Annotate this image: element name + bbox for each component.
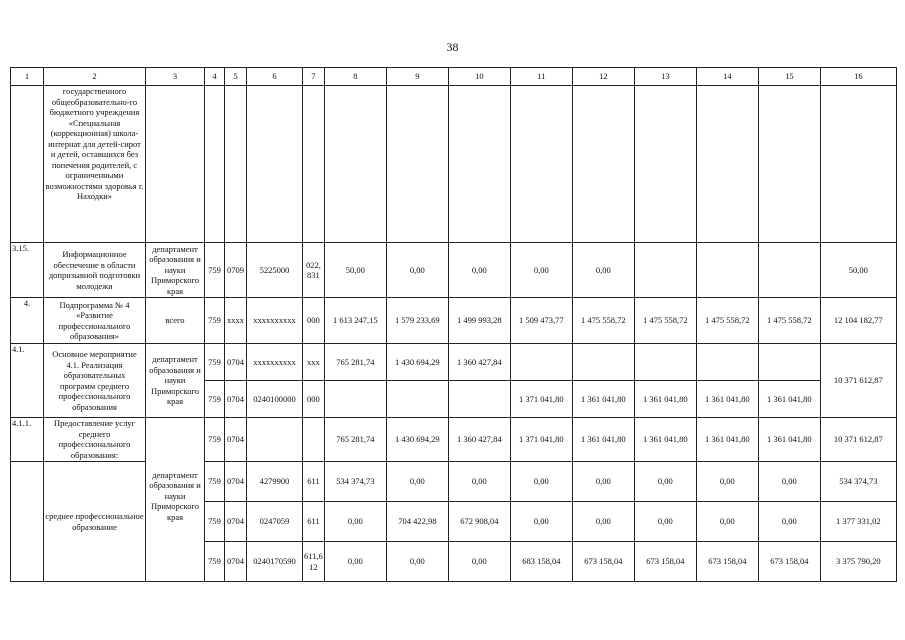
cell: 1 361 041,80	[696, 381, 758, 418]
header-cell: 6	[247, 68, 303, 86]
cell: 1 509 473,77	[510, 298, 572, 344]
cell: 50,00	[820, 243, 896, 298]
cell: 0,00	[448, 243, 510, 298]
cell: 5225000	[247, 243, 303, 298]
header-cell: 5	[225, 68, 247, 86]
cell: 1 361 041,80	[758, 381, 820, 418]
table-row	[11, 243, 897, 298]
cell: 1 475 558,72	[572, 298, 634, 344]
row-name: среднее профессиональное образование	[44, 462, 146, 582]
cell: 673 158,04	[572, 542, 634, 582]
table-row	[11, 344, 897, 381]
cell: 759	[205, 381, 225, 418]
cell: 4279900	[247, 462, 303, 502]
cell: 0704	[225, 462, 247, 502]
cell: 0704	[225, 344, 247, 381]
header-cell: 9	[386, 68, 448, 86]
header-cell: 14	[696, 68, 758, 86]
table-row	[11, 86, 897, 243]
cell: 759	[205, 502, 225, 542]
cell: 0,00	[386, 542, 448, 582]
header-cell: 7	[303, 68, 325, 86]
cell: 611,6 12	[303, 542, 325, 582]
row-name: Предоставление услуг среднего профессионального образования:	[44, 418, 146, 462]
cell: 534 374,73	[324, 462, 386, 502]
cell: 0704	[225, 381, 247, 418]
cell: 1 360 427,84	[448, 344, 510, 381]
cell: 10 371 612,87	[820, 344, 896, 418]
cell: 672 908,04	[448, 502, 510, 542]
cell: 673 158,04	[696, 542, 758, 582]
cell: 000	[303, 381, 325, 418]
cell: 683 158,04	[510, 542, 572, 582]
cell: 1 613 247,15	[324, 298, 386, 344]
cell: 611	[303, 462, 325, 502]
cell: 673 158,04	[634, 542, 696, 582]
row-name: Основное мероприятие 4.1. Реализация образовательных программ среднего профессионального образования	[44, 344, 146, 418]
row-number: 3.15.	[11, 243, 44, 298]
cell: 1 579 233,69	[386, 298, 448, 344]
cell: 50,00	[324, 243, 386, 298]
cell: 3 375 790,20	[820, 542, 896, 582]
row-name: Информационное обеспечение в области допризывной подготовки молодежи	[44, 243, 146, 298]
cell: 0704	[225, 542, 247, 582]
executor-cell: департамент образования и науки Приморского края	[146, 243, 205, 298]
cell: 12 104 182,77	[820, 298, 896, 344]
cell: хххххххххх	[247, 298, 303, 344]
cell: 1 360 427,84	[448, 418, 510, 462]
cell: 0704	[225, 418, 247, 462]
cell: ххх	[303, 344, 325, 381]
cell: 1 430 694,29	[386, 344, 448, 381]
cell: 759	[205, 298, 225, 344]
cell: 0,00	[696, 462, 758, 502]
table-row	[11, 298, 897, 344]
cell: 0,00	[572, 462, 634, 502]
row-name: Подпрограмма № 4 «Развитие профессионального образования»	[44, 298, 146, 344]
cell: 1 361 041,80	[572, 381, 634, 418]
executor-cell: всего	[146, 298, 205, 344]
cell: 0,00	[510, 243, 572, 298]
cell: 0,00	[510, 462, 572, 502]
header-cell: 8	[324, 68, 386, 86]
cell: 1 475 558,72	[696, 298, 758, 344]
cell: 1 499 993,28	[448, 298, 510, 344]
cell: 0,00	[448, 542, 510, 582]
cell: 1 475 558,72	[634, 298, 696, 344]
cell: 0,00	[758, 462, 820, 502]
cell: 611	[303, 502, 325, 542]
header-cell: 4	[205, 68, 225, 86]
cell: 0,00	[634, 502, 696, 542]
header-cell: 16	[820, 68, 896, 86]
cell: хххх	[225, 298, 247, 344]
cell: 759	[205, 462, 225, 502]
row-number: 4.1.	[11, 344, 44, 418]
budget-table	[10, 67, 897, 582]
header-cell: 2	[44, 68, 146, 86]
cell: 0,00	[572, 502, 634, 542]
cell: 0704	[225, 502, 247, 542]
table-row	[11, 418, 897, 462]
cell: 0240170590	[247, 542, 303, 582]
cell: 534 374,73	[820, 462, 896, 502]
cell: 704 422,98	[386, 502, 448, 542]
page-number: 38	[446, 40, 459, 54]
cell: 0,00	[696, 502, 758, 542]
cell: 1 377 331,02	[820, 502, 896, 542]
cell: хххххххххх	[247, 344, 303, 381]
table-row	[11, 462, 897, 502]
cell: 1 361 041,80	[634, 418, 696, 462]
cell: 759	[205, 418, 225, 462]
row-number: 4.1.1.	[11, 418, 44, 462]
cell: 1 361 041,80	[634, 381, 696, 418]
cell: 673 158,04	[758, 542, 820, 582]
cell: 0247059	[247, 502, 303, 542]
cell: 759	[205, 344, 225, 381]
cell: 0,00	[572, 243, 634, 298]
cell: 0,00	[324, 542, 386, 582]
cell: 1 361 041,80	[572, 418, 634, 462]
row-number: 4.	[11, 298, 44, 344]
cell: 759	[205, 243, 225, 298]
cell: 0,00	[324, 502, 386, 542]
cell: 0709	[225, 243, 247, 298]
cell: 10 371 612,87	[820, 418, 896, 462]
header-cell: 3	[146, 68, 205, 86]
cell: 765 281,74	[324, 344, 386, 381]
cell: 1 430 694,29	[386, 418, 448, 462]
header-cell: 12	[572, 68, 634, 86]
cell: 1 475 558,72	[758, 298, 820, 344]
cell: 1 371 041,80	[510, 381, 572, 418]
header-cell: 13	[634, 68, 696, 86]
cell: 0240100000	[247, 381, 303, 418]
header-cell: 10	[448, 68, 510, 86]
cell: 0,00	[448, 462, 510, 502]
cell: 000	[303, 298, 325, 344]
executor-cell: департамент образования и науки Приморского края	[146, 344, 205, 418]
cell: 1 361 041,80	[696, 418, 758, 462]
row-name: государственного общеобразовательно-го бюджетного учреждения «Специальная (коррекционная) школа-интернат для детей-сирот и детей, оставшихся без попечения родителей, с ограниченными возможностями здоровья г. Находки»	[44, 86, 146, 243]
cell: 022, 831	[303, 243, 325, 298]
cell: 0,00	[634, 462, 696, 502]
header-cell: 15	[758, 68, 820, 86]
cell: 0,00	[386, 243, 448, 298]
cell: 0,00	[758, 502, 820, 542]
cell: 759	[205, 542, 225, 582]
cell: 1 361 041,80	[758, 418, 820, 462]
cell: 1 371 041,80	[510, 418, 572, 462]
header-cell: 11	[510, 68, 572, 86]
table-header-row	[11, 68, 897, 86]
cell: 0,00	[510, 502, 572, 542]
header-cell: 1	[11, 68, 44, 86]
cell: 765 281,74	[324, 418, 386, 462]
executor-cell: департамент образования и науки Приморского края	[146, 462, 205, 582]
cell: 0,00	[386, 462, 448, 502]
